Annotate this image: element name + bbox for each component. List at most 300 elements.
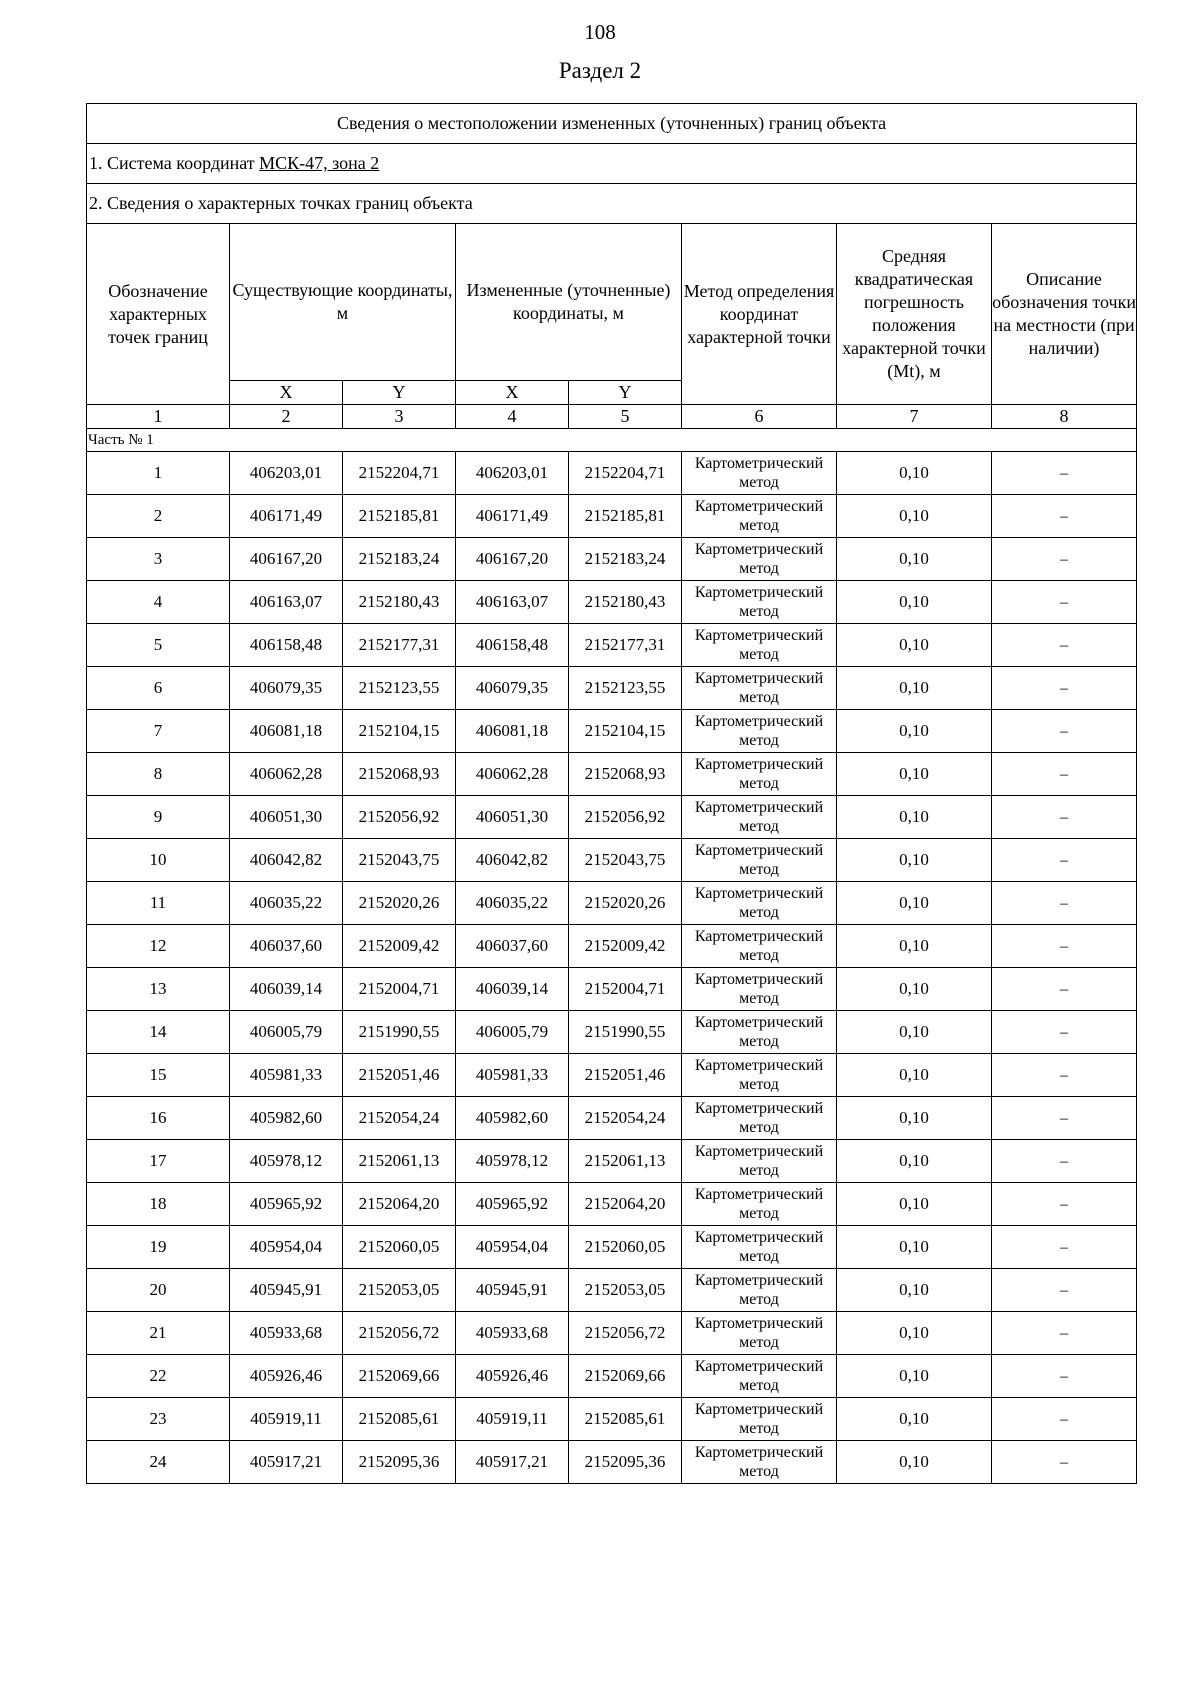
changed-y: 2152123,55 — [584, 678, 666, 697]
method: Картометрический метод — [694, 885, 824, 921]
existing-y-cell — [343, 796, 456, 839]
error-value: 0,10 — [899, 850, 929, 869]
existing-x-cell — [230, 1312, 343, 1355]
changed-y: 2152056,92 — [584, 807, 666, 826]
point-number: 20 — [149, 1280, 167, 1299]
changed-y-cell — [569, 796, 682, 839]
point-number: 15 — [149, 1065, 167, 1084]
column-number: 3 — [343, 405, 456, 429]
method: Картометрический метод — [694, 584, 824, 620]
table-row — [87, 753, 1137, 796]
existing-x: 405926,46 — [249, 1366, 323, 1385]
changed-x-cell — [456, 1054, 569, 1097]
existing-y-cell — [343, 1441, 456, 1484]
existing-y-cell — [343, 1226, 456, 1269]
description: – — [1060, 938, 1069, 955]
table-row — [87, 667, 1137, 710]
description-cell — [992, 1355, 1137, 1398]
method: Картометрический метод — [694, 541, 824, 577]
description: – — [1060, 1024, 1069, 1041]
existing-y: 2152061,13 — [358, 1151, 440, 1170]
description: – — [1060, 852, 1069, 869]
changed-x: 406042,82 — [475, 850, 549, 869]
changed-x: 405919,11 — [476, 1409, 548, 1428]
changed-x: 406158,48 — [475, 635, 549, 654]
changed-x-cell — [456, 667, 569, 710]
point-number: 3 — [153, 549, 163, 568]
method: Картометрический метод — [694, 799, 824, 835]
description-cell — [992, 1312, 1137, 1355]
changed-y-cell — [569, 710, 682, 753]
changed-y: 2152009,42 — [584, 936, 666, 955]
changed-y-cell — [569, 1054, 682, 1097]
description-cell — [992, 495, 1137, 538]
description: – — [1060, 594, 1069, 611]
existing-x-cell — [230, 1269, 343, 1312]
existing-y-cell — [343, 839, 456, 882]
method: Картометрический метод — [694, 455, 824, 491]
method: Картометрический метод — [694, 1100, 824, 1136]
existing-y: 2152204,71 — [358, 463, 440, 482]
existing-y-cell — [343, 882, 456, 925]
changed-y: 2152051,46 — [584, 1065, 666, 1084]
error-value: 0,10 — [899, 463, 929, 482]
existing-x: 406042,82 — [249, 850, 323, 869]
existing-x-cell — [230, 538, 343, 581]
error-value-cell — [837, 1398, 992, 1441]
method-cell — [682, 1441, 837, 1484]
existing-y-cell — [343, 925, 456, 968]
description: – — [1060, 1368, 1069, 1385]
existing-y-cell — [343, 1312, 456, 1355]
existing-x: 405954,04 — [249, 1237, 323, 1256]
existing-x: 406005,79 — [249, 1022, 323, 1041]
point-number-cell — [87, 710, 230, 753]
existing-x: 405978,12 — [249, 1151, 323, 1170]
point-number: 8 — [153, 764, 163, 783]
changed-x: 406039,14 — [475, 979, 549, 998]
error-value: 0,10 — [899, 1409, 929, 1428]
changed-x: 405978,12 — [475, 1151, 549, 1170]
method-cell — [682, 1269, 837, 1312]
changed-y: 2152180,43 — [584, 592, 666, 611]
existing-x: 406158,48 — [249, 635, 323, 654]
error-value-cell — [837, 753, 992, 796]
table-row — [87, 839, 1137, 882]
column-number: 1 — [87, 405, 230, 429]
header-method: Метод определения координат характерной точки — [682, 224, 837, 405]
changed-y-cell — [569, 667, 682, 710]
method: Картометрический метод — [694, 1272, 824, 1308]
description: – — [1060, 1411, 1069, 1428]
changed-x-cell — [456, 839, 569, 882]
existing-y: 2152069,66 — [358, 1366, 440, 1385]
changed-y: 2152204,71 — [584, 463, 666, 482]
error-value-cell — [837, 796, 992, 839]
changed-x-cell — [456, 1011, 569, 1054]
changed-x-cell — [456, 882, 569, 925]
description-cell — [992, 1097, 1137, 1140]
point-number-cell — [87, 1011, 230, 1054]
description-cell — [992, 538, 1137, 581]
existing-y: 2152051,46 — [358, 1065, 440, 1084]
error-value: 0,10 — [899, 549, 929, 568]
method: Картометрический метод — [694, 1143, 824, 1179]
existing-y-cell — [343, 1398, 456, 1441]
description-cell — [992, 925, 1137, 968]
header-description: Описание обозначения точки на местности (при наличии) — [992, 224, 1137, 405]
changed-x: 405933,68 — [475, 1323, 549, 1342]
description: – — [1060, 1110, 1069, 1127]
description: – — [1060, 895, 1069, 912]
existing-x-cell — [230, 1011, 343, 1054]
header-changed-x: X — [456, 381, 569, 405]
existing-x-cell — [230, 1097, 343, 1140]
error-value-cell — [837, 1054, 992, 1097]
method: Картометрический метод — [694, 670, 824, 706]
changed-x-cell — [456, 1226, 569, 1269]
description-cell — [992, 1054, 1137, 1097]
point-number-cell — [87, 1398, 230, 1441]
description: – — [1060, 551, 1069, 568]
table-row — [87, 581, 1137, 624]
coordinate-system — [87, 144, 1137, 184]
table-row — [87, 1312, 1137, 1355]
error-value: 0,10 — [899, 635, 929, 654]
method: Картометрический метод — [694, 1057, 824, 1093]
description-cell — [992, 624, 1137, 667]
changed-x-cell — [456, 710, 569, 753]
existing-x-cell — [230, 1355, 343, 1398]
point-number: 1 — [153, 463, 163, 482]
points-heading: 2. Сведения о характерных точках границ объекта — [87, 184, 1137, 224]
table-row — [87, 624, 1137, 667]
point-number: 18 — [149, 1194, 167, 1213]
existing-x: 405933,68 — [249, 1323, 323, 1342]
description: – — [1060, 1325, 1069, 1342]
table-row — [87, 1441, 1137, 1484]
point-number-cell — [87, 452, 230, 495]
point-number: 21 — [149, 1323, 167, 1342]
part-label: Часть № 1 — [87, 429, 1137, 452]
changed-x: 405965,92 — [475, 1194, 549, 1213]
header-changed-y: Y — [569, 381, 682, 405]
method-cell — [682, 710, 837, 753]
method-cell — [682, 1183, 837, 1226]
existing-y: 2152085,61 — [358, 1409, 440, 1428]
existing-x-cell — [230, 1183, 343, 1226]
existing-y-cell — [343, 452, 456, 495]
changed-y: 2152069,66 — [584, 1366, 666, 1385]
point-number-cell — [87, 1054, 230, 1097]
existing-x-cell — [230, 1398, 343, 1441]
method: Картометрический метод — [694, 498, 824, 534]
description-cell — [992, 1441, 1137, 1484]
existing-y: 2152185,81 — [358, 506, 440, 525]
method-cell — [682, 968, 837, 1011]
existing-y: 2152053,05 — [358, 1280, 440, 1299]
existing-x: 405982,60 — [249, 1108, 323, 1127]
point-number: 22 — [149, 1366, 167, 1385]
description-cell — [992, 1140, 1137, 1183]
description: – — [1060, 508, 1069, 525]
description-cell — [992, 667, 1137, 710]
error-value: 0,10 — [899, 678, 929, 697]
method-cell — [682, 1097, 837, 1140]
method: Картометрический метод — [694, 1358, 824, 1394]
existing-x-cell — [230, 581, 343, 624]
method: Картометрический метод — [694, 1014, 824, 1050]
point-number: 7 — [153, 721, 163, 740]
method-cell — [682, 1398, 837, 1441]
point-number-cell — [87, 538, 230, 581]
changed-y-cell — [569, 882, 682, 925]
table-row — [87, 495, 1137, 538]
changed-x-cell — [456, 968, 569, 1011]
section-title: Раздел 2 — [558, 58, 642, 83]
changed-x-cell — [456, 1312, 569, 1355]
header-error: Средняя квадратическая погрешность положения характерной точки (Мt), м — [837, 224, 992, 405]
point-number: 24 — [149, 1452, 167, 1471]
changed-y-cell — [569, 1355, 682, 1398]
table-row — [87, 1226, 1137, 1269]
point-number-cell — [87, 796, 230, 839]
table-title: Сведения о местоположении измененных (уточненных) границ объекта — [87, 104, 1137, 144]
existing-y: 2152020,26 — [358, 893, 440, 912]
changed-x: 406167,20 — [475, 549, 549, 568]
table-row — [87, 796, 1137, 839]
existing-y: 2152004,71 — [358, 979, 440, 998]
description-cell — [992, 710, 1137, 753]
changed-x-cell — [456, 538, 569, 581]
existing-x-cell — [230, 968, 343, 1011]
error-value-cell — [837, 882, 992, 925]
changed-y: 2152104,15 — [584, 721, 666, 740]
existing-x-cell — [230, 624, 343, 667]
changed-y: 2152043,75 — [584, 850, 666, 869]
changed-x: 405954,04 — [475, 1237, 549, 1256]
existing-x-cell — [230, 1226, 343, 1269]
point-number-cell — [87, 1226, 230, 1269]
table-row — [87, 710, 1137, 753]
column-number: 6 — [682, 405, 837, 429]
error-value: 0,10 — [899, 764, 929, 783]
existing-y: 2152183,24 — [358, 549, 440, 568]
point-number: 14 — [149, 1022, 167, 1041]
changed-x-cell — [456, 796, 569, 839]
existing-y: 2152054,24 — [358, 1108, 440, 1127]
table-row — [87, 1183, 1137, 1226]
method-cell — [682, 1226, 837, 1269]
changed-y-cell — [569, 1312, 682, 1355]
coordinate-system-label: 1. Система координат — [89, 153, 260, 173]
existing-x-cell — [230, 1140, 343, 1183]
description-cell — [992, 452, 1137, 495]
existing-x-cell — [230, 839, 343, 882]
existing-x: 406081,18 — [249, 721, 323, 740]
changed-y-cell — [569, 538, 682, 581]
point-number-cell — [87, 1183, 230, 1226]
error-value: 0,10 — [899, 1108, 929, 1127]
existing-x: 406039,14 — [249, 979, 323, 998]
changed-x: 405917,21 — [475, 1452, 549, 1471]
error-value-cell — [837, 538, 992, 581]
description-cell — [992, 839, 1137, 882]
error-value-cell — [837, 710, 992, 753]
description: – — [1060, 1196, 1069, 1213]
changed-x-cell — [456, 1140, 569, 1183]
description: – — [1060, 465, 1069, 482]
point-number: 9 — [153, 807, 163, 826]
changed-x: 406062,28 — [475, 764, 549, 783]
existing-y-cell — [343, 624, 456, 667]
changed-x: 406037,60 — [475, 936, 549, 955]
existing-x: 406037,60 — [249, 936, 323, 955]
changed-y-cell — [569, 968, 682, 1011]
table-row — [87, 538, 1137, 581]
description-cell — [992, 882, 1137, 925]
point-number: 6 — [153, 678, 163, 697]
method: Картометрический метод — [694, 627, 824, 663]
existing-x-cell — [230, 882, 343, 925]
point-number-cell — [87, 839, 230, 882]
error-value: 0,10 — [899, 506, 929, 525]
method: Картометрический метод — [694, 842, 824, 878]
error-value: 0,10 — [899, 1065, 929, 1084]
existing-x: 406171,49 — [249, 506, 323, 525]
existing-x-cell — [230, 753, 343, 796]
table-row — [87, 1054, 1137, 1097]
error-value: 0,10 — [899, 1194, 929, 1213]
existing-y: 2152180,43 — [358, 592, 440, 611]
error-value: 0,10 — [899, 807, 929, 826]
existing-x: 406203,01 — [249, 463, 323, 482]
changed-x-cell — [456, 581, 569, 624]
existing-y: 2152104,15 — [358, 721, 440, 740]
existing-x: 406079,35 — [249, 678, 323, 697]
existing-y: 2151990,55 — [358, 1022, 440, 1041]
changed-x: 405926,46 — [475, 1366, 549, 1385]
existing-y: 2152123,55 — [358, 678, 440, 697]
description-cell — [992, 1183, 1137, 1226]
changed-y: 2152185,81 — [584, 506, 666, 525]
description: – — [1060, 981, 1069, 998]
point-number-cell — [87, 1269, 230, 1312]
changed-x-cell — [456, 1355, 569, 1398]
method: Картометрический метод — [694, 971, 824, 1007]
description: – — [1060, 809, 1069, 826]
error-value: 0,10 — [899, 1323, 929, 1342]
existing-y-cell — [343, 495, 456, 538]
method-cell — [682, 452, 837, 495]
error-value-cell — [837, 1011, 992, 1054]
changed-y-cell — [569, 1011, 682, 1054]
description: – — [1060, 1067, 1069, 1084]
header-existing-coords: Существующие координаты, м — [230, 224, 456, 381]
changed-y: 2152177,31 — [584, 635, 666, 654]
existing-y: 2152060,05 — [358, 1237, 440, 1256]
changed-y-cell — [569, 1183, 682, 1226]
changed-x: 405945,91 — [475, 1280, 549, 1299]
method-cell — [682, 753, 837, 796]
method-cell — [682, 1011, 837, 1054]
changed-x: 406005,79 — [475, 1022, 549, 1041]
method: Картометрический метод — [694, 1186, 824, 1222]
description-cell — [992, 1269, 1137, 1312]
changed-x: 406051,30 — [475, 807, 549, 826]
method-cell — [682, 1312, 837, 1355]
error-value: 0,10 — [899, 592, 929, 611]
table-row — [87, 925, 1137, 968]
point-number-cell — [87, 968, 230, 1011]
changed-y-cell — [569, 1398, 682, 1441]
changed-x-cell — [456, 1183, 569, 1226]
description-cell — [992, 581, 1137, 624]
method: Картометрический метод — [694, 928, 824, 964]
method-cell — [682, 882, 837, 925]
existing-y-cell — [343, 1011, 456, 1054]
description-cell — [992, 1398, 1137, 1441]
error-value-cell — [837, 624, 992, 667]
point-number-cell — [87, 1097, 230, 1140]
error-value: 0,10 — [899, 721, 929, 740]
changed-x-cell — [456, 1269, 569, 1312]
method-cell — [682, 925, 837, 968]
description: – — [1060, 637, 1069, 654]
error-value: 0,10 — [899, 979, 929, 998]
changed-x-cell — [456, 495, 569, 538]
error-value-cell — [837, 1312, 992, 1355]
header-existing-x: X — [230, 381, 343, 405]
table-row — [87, 1097, 1137, 1140]
point-number: 2 — [153, 506, 163, 525]
method-cell — [682, 796, 837, 839]
error-value: 0,10 — [899, 936, 929, 955]
existing-y: 2152095,36 — [358, 1452, 440, 1471]
table-row — [87, 452, 1137, 495]
coordinate-system-value: МСК-47, зона 2 — [259, 153, 380, 173]
point-number-cell — [87, 1441, 230, 1484]
existing-x: 405917,21 — [249, 1452, 323, 1471]
existing-y-cell — [343, 753, 456, 796]
error-value-cell — [837, 839, 992, 882]
changed-y-cell — [569, 1140, 682, 1183]
method: Картометрический метод — [694, 1444, 824, 1480]
changed-y: 2152004,71 — [584, 979, 666, 998]
table-row — [87, 1140, 1137, 1183]
existing-y: 2152056,72 — [358, 1323, 440, 1342]
point-number-cell — [87, 1140, 230, 1183]
method-cell — [682, 624, 837, 667]
method-cell — [682, 1054, 837, 1097]
changed-x: 405982,60 — [475, 1108, 549, 1127]
point-number-cell — [87, 495, 230, 538]
changed-y: 2152053,05 — [584, 1280, 666, 1299]
error-value-cell — [837, 925, 992, 968]
changed-y-cell — [569, 624, 682, 667]
changed-y-cell — [569, 1441, 682, 1484]
existing-x-cell — [230, 710, 343, 753]
existing-x: 405981,33 — [249, 1065, 323, 1084]
error-value: 0,10 — [899, 1452, 929, 1471]
description: – — [1060, 1153, 1069, 1170]
point-number: 23 — [149, 1409, 167, 1428]
changed-y-cell — [569, 452, 682, 495]
error-value-cell — [837, 1183, 992, 1226]
error-value: 0,10 — [899, 1022, 929, 1041]
existing-y-cell — [343, 1269, 456, 1312]
error-value-cell — [837, 1355, 992, 1398]
